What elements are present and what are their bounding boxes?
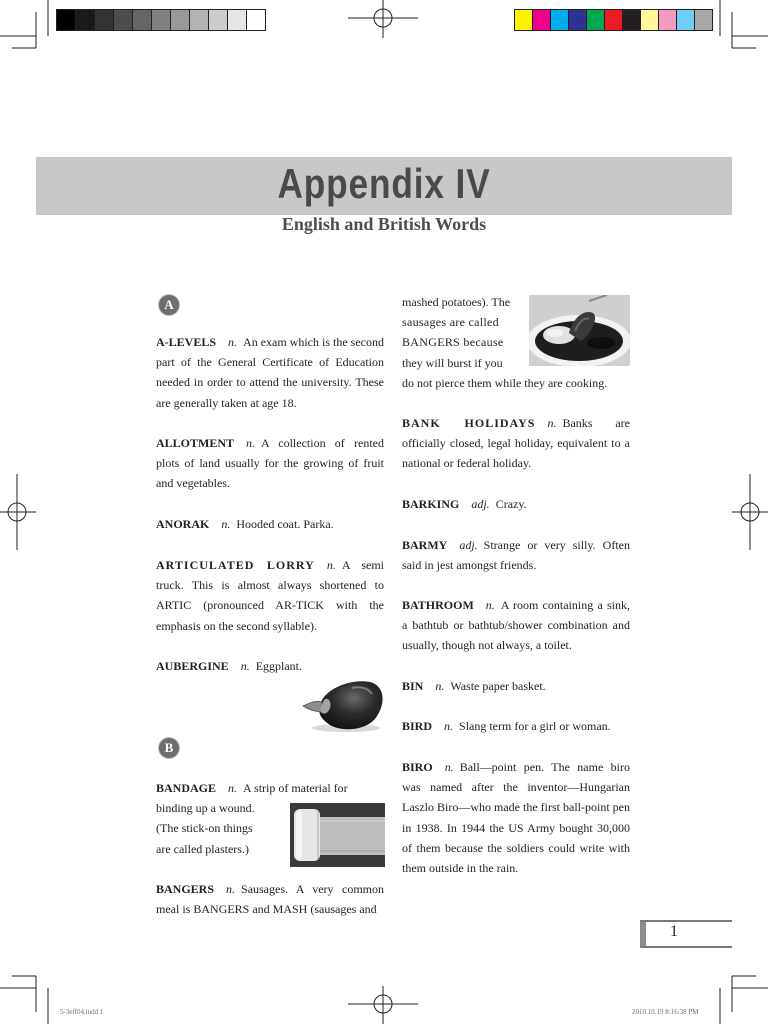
entry-term: BARKING [402,497,460,511]
entry-definition: sausages are called [402,315,499,330]
entry-term: BANGERS [156,882,215,896]
entry-barking [402,494,630,514]
entry-pos: n. [228,781,238,795]
entry-pos: n. [435,679,445,693]
entry-term: BATHROOM [402,598,474,612]
entry-pos: n. [226,882,236,896]
entry-definition: A room containing a sink, a bathtub or bathtub/shower combination and usually, though not always, a toilet. [402,598,630,653]
page-number-box [640,920,732,948]
entry-articulated-lorry [156,555,384,636]
entry-barmy [402,535,630,575]
entry-term: BANK HOLIDAYS [402,416,536,430]
entry-term: AUBERGINE [156,659,229,673]
entry-term: BARMY [402,538,448,552]
entry-definition: A semi truck. This is almost always shortened to ARTIC (pronounced AR-TICK with the emphasis on the second syllable). [156,558,384,633]
section-letter-b: B [159,738,179,758]
page-number-tab [640,922,646,946]
entry-definition: Waste paper basket. [450,679,546,693]
entry-term: BIRO [402,760,433,774]
entry-pos: n. [444,760,454,774]
entry-pos: n. [221,517,231,531]
entry-definition: A collection of rented plots of land usually for the growing of fruit and vegetables. [156,436,384,491]
entry-allotment [156,433,384,494]
entry-term: ALLOTMENT [156,436,235,450]
entry-aubergine [156,656,384,676]
entry-pos: adj. [471,497,490,511]
entry-term: A-LEVELS [156,335,217,349]
slug-timestamp: 2010.10.19 8:16:38 PM [632,1008,699,1016]
entry-bangers-end [402,373,642,393]
entry-definition: Strange or very silly. Often said in jest amongst friends. [402,538,630,573]
entry-pos: n. [240,659,250,673]
entry-term: ANORAK [156,517,210,531]
entry-definition: An exam which is the second part of the General Certificate of Education needed in order to attend the university. These are generally taken at age 18. [156,335,384,410]
entry-bin [402,676,630,696]
entry-pos: adj. [459,538,478,552]
eggplant-image [300,676,386,734]
entry-definition: mashed potatoes). The [402,295,511,309]
entry-definition: they will burst if you [402,355,503,370]
entry-pos: n. [444,719,454,733]
entry-pos: n. [485,598,495,612]
entry-a-levels [156,332,384,413]
entry-bangers [156,879,384,919]
entry-definition: (The stick-on things [156,821,253,836]
entry-definition: Hooded coat. Parka. [236,517,334,531]
entry-pos: n. [246,436,256,450]
entry-definition: Slang term for a girl or woman. [459,719,611,733]
entry-bangers-continued [402,292,524,373]
entry-definition: Banks are officially closed, legal holiday, equivalent to a national or federal holiday. [402,416,630,471]
entry-definition: Ball—point pen. The name biro was named after the inventor—Hungarian Laszlo Biro—who made the first ball-point pen in 1938. In 1944 the US Army bought 30,000 of them because the soldiers could write with them outside in the rain. [402,760,630,876]
entry-definition: BANGERS because [402,335,504,350]
entry-term: BIRD [402,719,433,733]
entry-definition: are called plasters.) [156,841,249,856]
section-letter-a: A [159,295,179,315]
entry-bird [402,716,630,736]
entry-definition: Crazy. [495,497,527,511]
entry-pos: n. [228,335,238,349]
page-number: 1 [670,923,678,940]
bandage-image [290,803,385,867]
entry-biro [402,757,630,878]
bangers-and-mash-image [529,295,630,366]
page-title: Appendix IV [277,160,491,207]
entry-term: BANDAGE [156,781,217,795]
entry-definition: do not pierce them while they are cooking. [402,376,608,390]
entry-bathroom [402,595,630,656]
entry-definition: Eggplant. [255,659,303,673]
slug-filename: 5-3eff04.indd 1 [60,1008,104,1016]
entry-definition: Sausages. A very common meal is BANGERS and MASH (sausages and [156,882,384,917]
title-band [36,157,732,215]
entry-term: ARTICULATED LORRY [156,558,315,572]
entry-pos: n. [547,416,557,430]
entry-bank-holidays [402,413,630,474]
page-subtitle: English and British Words [281,214,487,234]
entry-term: BIN [402,679,424,693]
entry-anorak [156,514,384,534]
entry-definition: binding up a wound. [156,801,255,816]
entry-pos: n. [326,558,336,572]
entry-definition: A strip of material for [243,781,348,795]
